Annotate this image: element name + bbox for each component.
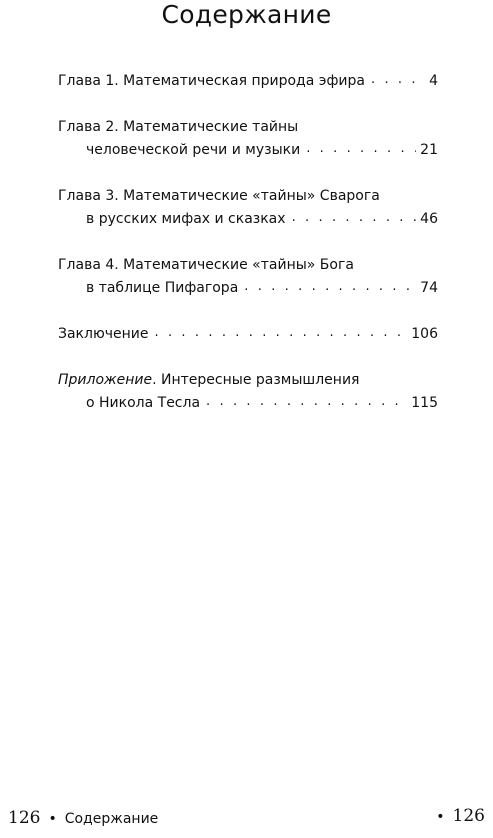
toc-page-number: 106 [411, 326, 438, 342]
toc-page-number: 46 [420, 211, 438, 227]
toc-page-number: 4 [429, 73, 438, 89]
dot-leader [306, 137, 416, 160]
toc-entry-chapter-2[interactable] [58, 116, 438, 162]
toc-entry-chapter-4[interactable] [58, 254, 438, 300]
table-of-contents [58, 70, 438, 438]
running-head: Содержание [64, 811, 159, 827]
toc-entry-title-continued: человеческой речи и музыки [86, 142, 301, 158]
dot-leader [371, 68, 425, 91]
page-number-right: 126 [452, 806, 485, 826]
page-footer-right [436, 806, 485, 826]
toc-entry-title-continued: в русских мифах и сказках [86, 211, 286, 227]
dot-leader [155, 321, 408, 344]
bullet-separator: • [436, 809, 445, 825]
toc-page-number: 21 [420, 142, 438, 158]
toc-entry-title-continued: о Никола Тесла [86, 395, 201, 411]
toc-entry-italic-prefix: Приложение [58, 372, 153, 388]
toc-entry-appendix[interactable] [58, 369, 438, 415]
toc-entry-chapter-1[interactable] [58, 70, 438, 93]
dot-leader [206, 390, 407, 413]
toc-entry-conclusion[interactable] [58, 323, 438, 346]
toc-entry-title: Глава 3. Математические «тайны» Сварога [58, 188, 380, 204]
toc-entry-title: Глава 1. Математическая природа эфира [58, 73, 365, 89]
toc-entry-title: Глава 4. Математические «тайны» Бога [58, 257, 354, 273]
page-number-left: 126 [8, 808, 41, 828]
dot-leader [292, 206, 417, 229]
toc-page-number: 115 [411, 395, 438, 411]
bullet-separator: • [48, 811, 57, 827]
toc-entry-chapter-3[interactable] [58, 185, 438, 231]
toc-entry-title-continued: в таблице Пифагора [86, 280, 239, 296]
page-title: Содержание [161, 0, 332, 29]
toc-entry-title: Глава 2. Математические тайны [58, 119, 299, 135]
toc-page-number: 74 [420, 280, 438, 296]
dot-leader [244, 275, 416, 298]
toc-entry-title: . Интересные размышления [152, 372, 360, 388]
toc-entry-title: Заключение [58, 326, 149, 342]
page-footer-left [8, 808, 158, 828]
